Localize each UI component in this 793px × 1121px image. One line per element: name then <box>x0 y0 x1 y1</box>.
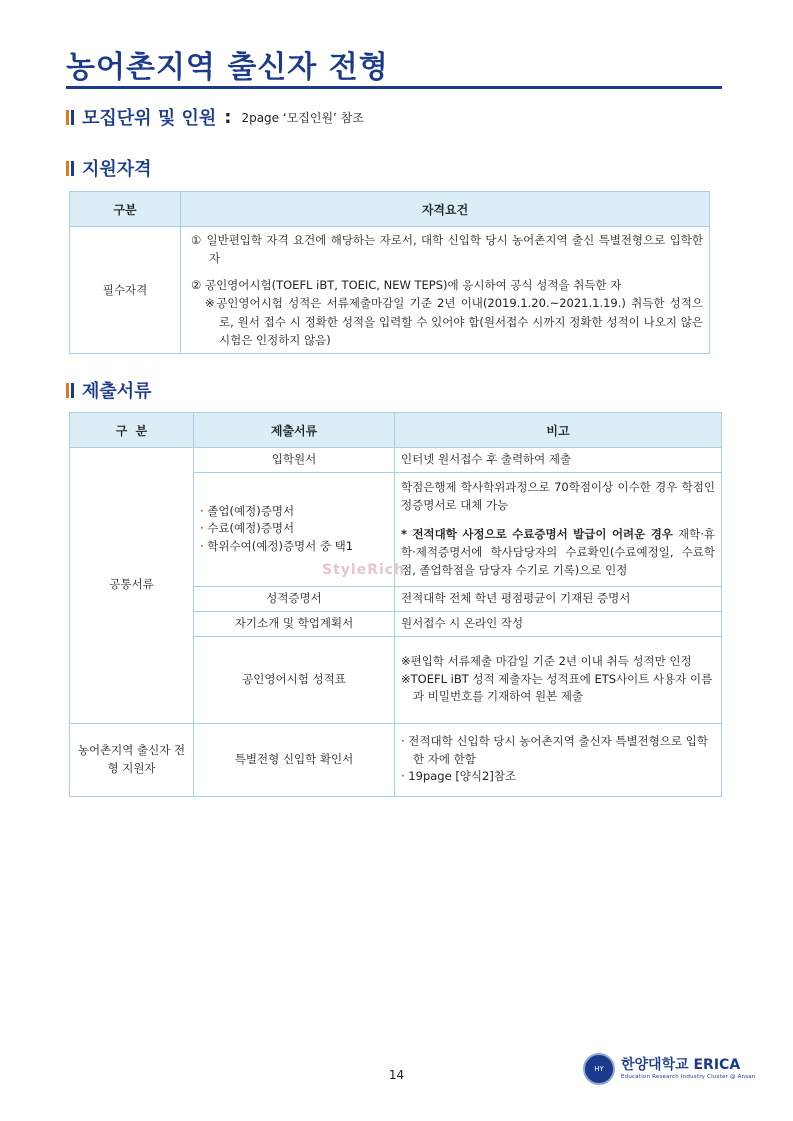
documents-section <box>66 377 152 403</box>
university-logo <box>583 1053 756 1085</box>
doc-graduation: · 졸업(예정)증명서 <box>200 503 295 518</box>
documents-heading: 제출서류 <box>82 381 152 402</box>
recruitment-colon: : <box>224 106 232 128</box>
qualification-heading: 지원자격 <box>82 159 152 180</box>
note-special-admission-1: · 전적대학 신입학 당시 농어촌지역 출신자 특별전형으로 입학한 자에 한함 <box>401 733 708 766</box>
title-rule <box>66 86 722 89</box>
documents-header-document: 제출서류 <box>194 413 395 448</box>
doc-degree: · 학위수여(예정)증명서 중 택1 <box>200 539 354 554</box>
qualification-section <box>66 155 152 181</box>
doc-application: 입학원서 <box>194 448 395 473</box>
qualification-row-label: 필수자격 <box>70 227 181 354</box>
doc-completion: · 수료(예정)증명서 <box>200 521 295 536</box>
qualification-note: ※공인영어시험 성적은 서류제출마감일 기준 2년 이내(2019.1.20.~2021.1.19.) 취득한 성적으로, 원서 접수 시 정확한 성적을 입력할 수 있어야 함(원서접수 시까지 정확한 성적이 나오지 않은 시험은 인정하지 않음) <box>205 296 703 347</box>
note-special-admission-2: · 19page [양식2]참조 <box>401 769 517 784</box>
table-row <box>70 448 722 473</box>
documents-header-category: 구 분 <box>70 413 194 448</box>
recruitment-note: 2page ‘모집인원’ 참조 <box>241 110 364 125</box>
doc-english-score: 공인영어시험 성적표 <box>194 636 395 723</box>
common-docs-label: 공통서류 <box>70 448 194 724</box>
documents-header-remarks: 비고 <box>395 413 722 448</box>
doc-transcript: 성적증명서 <box>194 586 395 611</box>
qualification-item-1: ① 일반편입학 자격 요건에 해당하는 자로서, 대학 신입학 당시 농어촌지역 출신 특별전형으로 입학한 자 <box>191 233 703 266</box>
note-study-plan: 원서접수 시 온라인 작성 <box>395 611 722 636</box>
watermark: StyleRich <box>322 562 406 578</box>
note-certificate-exception-bold: * 전적대학 사정으로 수료증명서 발급이 어려운 경우 <box>401 527 673 542</box>
qualification-table <box>69 191 710 354</box>
section-bullet-icon <box>66 161 74 176</box>
note-certificate-exception <box>401 526 715 579</box>
page-title: 농어촌지역 출신자 전형 <box>66 50 389 85</box>
note-credit-bank: 학점은행제 학사학위과정으로 70학점이상 이수한 경우 학점인정증명서로 대체 가능 <box>401 479 715 512</box>
doc-special-admission: 특별전형 신입학 확인서 <box>194 723 395 796</box>
documents-table <box>69 412 722 797</box>
table-row <box>70 723 722 796</box>
note-english-score-2: ※TOEFL iBT 성적 제출자는 성적표에 ETS사이트 사용자 이름과 비밀번호를 기재하여 원본 제출 <box>401 671 713 704</box>
section-bullet-icon <box>66 110 74 125</box>
rural-applicant-label: 농어촌지역 출신자 전형 지원자 <box>70 723 194 796</box>
note-transcript: 전적대학 전체 학년 평점평균이 기재된 증명서 <box>395 586 722 611</box>
section-bullet-icon <box>66 383 74 398</box>
recruitment-section <box>66 104 364 130</box>
university-name: 한양대학교 ERICA <box>621 1057 741 1073</box>
qualification-header-category: 구분 <box>70 192 181 227</box>
note-certificate-exception-rest: 재학·휴학·제적증명서에 학사담당자의 수료확인(수료예정일, 수료학점, 졸업학점을 담당자 수기로 기록)으로 인정 <box>401 527 715 578</box>
page-number: 14 <box>388 1068 405 1082</box>
note-english-score-1: ※편입학 서류제출 마감일 기준 2년 이내 취득 성적만 인정 <box>401 653 692 668</box>
note-application: 인터넷 원서접수 후 출력하여 제출 <box>395 448 722 473</box>
doc-study-plan: 자기소개 및 학업계획서 <box>194 611 395 636</box>
qualification-item-2: ② 공인영어시험(TOEFL iBT, TOEIC, NEW TEPS)에 응시하여 공식 성적을 취득한 자 <box>191 277 622 292</box>
recruitment-heading: 모집단위 및 인원 <box>82 108 217 129</box>
qualification-header-requirements: 자격요건 <box>181 192 710 227</box>
university-tagline: Education Research Industry Cluster @ Ansan <box>621 1074 756 1080</box>
university-seal-icon: HY <box>583 1053 615 1085</box>
